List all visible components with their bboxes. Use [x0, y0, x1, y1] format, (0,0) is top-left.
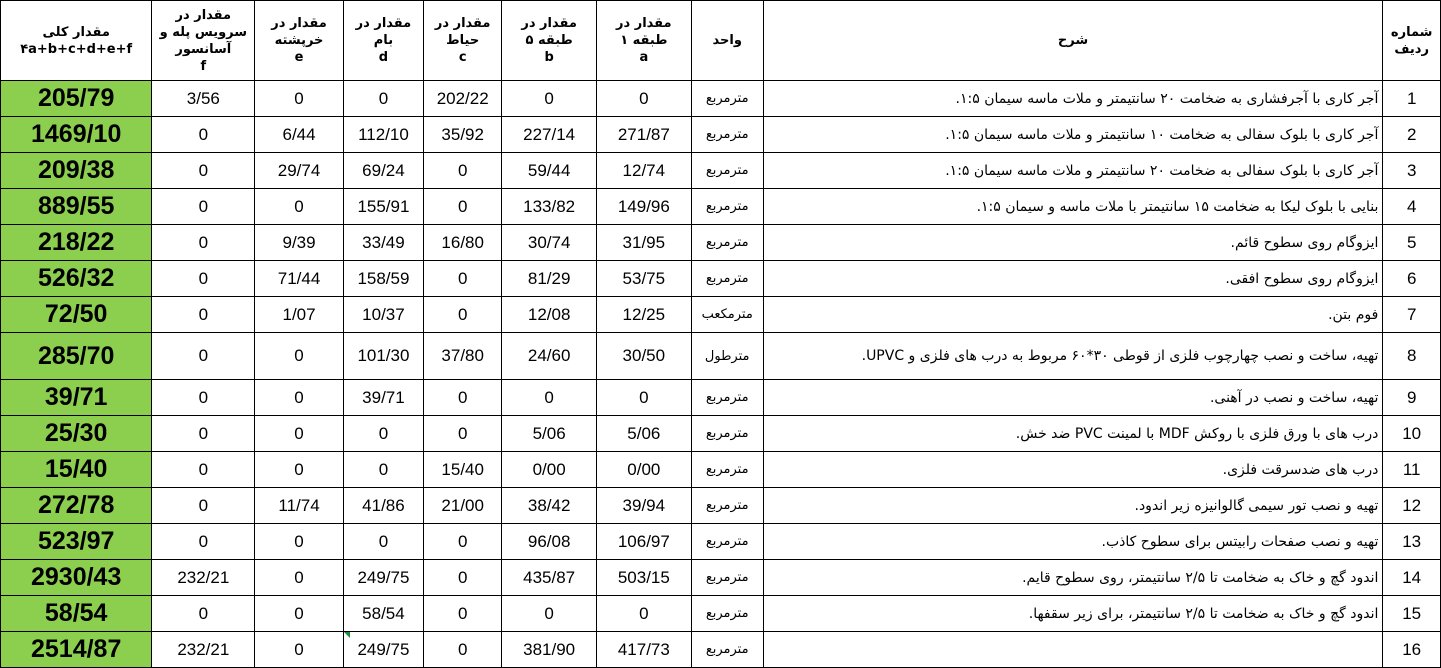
- row-index-cell[interactable]: 15: [1383, 596, 1441, 632]
- row-yard-cell[interactable]: 0: [424, 524, 502, 560]
- row-description-cell[interactable]: اندود گچ و خاک به ضخامت تا ۲/۵ سانتیمتر، برای زیر سقفها.: [763, 596, 1383, 632]
- row-unit-cell[interactable]: مترمربع: [691, 153, 763, 189]
- table-row: [1, 524, 1441, 560]
- row-description-cell[interactable]: اندود گچ و خاک به ضخامت تا ۲/۵ سانتیمتر، روی سطوح قایم.: [763, 560, 1383, 596]
- row-total-cell[interactable]: 72/50: [1, 297, 152, 333]
- row-unit-cell[interactable]: مترمکعب: [691, 297, 763, 333]
- header-index[interactable]: شماره ردیف: [1383, 1, 1441, 81]
- row-roof-cell[interactable]: 41/86: [343, 488, 423, 524]
- row-service-cell[interactable]: 0: [152, 117, 255, 153]
- row-kharpoushte-cell[interactable]: 0: [255, 380, 344, 416]
- row-description-cell[interactable]: ایزوگام روی سطوح قائم.: [763, 225, 1383, 261]
- row-yard-cell[interactable]: 37/80: [424, 333, 502, 380]
- table-row: [1, 488, 1441, 524]
- table-row: [1, 560, 1441, 596]
- row-floor1-cell[interactable]: 417/73: [596, 632, 691, 668]
- row-floor5-cell[interactable]: 381/90: [502, 632, 597, 668]
- header-row: [1, 1, 1441, 81]
- row-unit-cell[interactable]: مترمربع: [691, 560, 763, 596]
- row-total-cell[interactable]: 272/78: [1, 488, 152, 524]
- row-floor5-cell[interactable]: 38/42: [502, 488, 597, 524]
- row-unit-cell[interactable]: مترمربع: [691, 189, 763, 225]
- row-floor5-cell[interactable]: 0: [502, 380, 597, 416]
- row-yard-cell[interactable]: 0: [424, 560, 502, 596]
- row-kharpoushte-cell[interactable]: 0: [255, 81, 344, 117]
- row-description-cell[interactable]: درب های ضدسرقت فلزی.: [763, 452, 1383, 488]
- table-row: [1, 117, 1441, 153]
- row-total-cell[interactable]: 39/71: [1, 380, 152, 416]
- row-floor1-cell[interactable]: 53/75: [596, 261, 691, 297]
- row-roof-cell[interactable]: 58/54: [343, 596, 423, 632]
- row-index-cell[interactable]: 3: [1383, 153, 1441, 189]
- row-total-cell[interactable]: 2930/43: [1, 560, 152, 596]
- row-description-cell[interactable]: آجر کاری با آجرفشاری به ضخامت ۲۰ سانتیمتر و ملات ماسه سیمان ۱:۵.: [763, 81, 1383, 117]
- row-service-cell[interactable]: 0: [152, 153, 255, 189]
- row-floor5-cell[interactable]: 0: [502, 596, 597, 632]
- row-index-cell[interactable]: 2: [1383, 117, 1441, 153]
- row-yard-cell[interactable]: 16/80: [424, 225, 502, 261]
- row-floor1-cell[interactable]: 0: [596, 81, 691, 117]
- row-unit-cell[interactable]: مترمربع: [691, 416, 763, 452]
- row-roof-cell[interactable]: 0: [343, 416, 423, 452]
- row-unit-cell[interactable]: مترمربع: [691, 117, 763, 153]
- row-roof-cell[interactable]: 33/49: [343, 225, 423, 261]
- header-roof[interactable]: مقدار در بام d: [343, 1, 423, 81]
- row-floor1-cell[interactable]: 503/15: [596, 560, 691, 596]
- row-yard-cell[interactable]: 0: [424, 261, 502, 297]
- row-kharpoushte-cell[interactable]: 0: [255, 596, 344, 632]
- row-floor5-cell[interactable]: 0/00: [502, 452, 597, 488]
- row-yard-cell[interactable]: 35/92: [424, 117, 502, 153]
- row-floor1-cell[interactable]: 12/74: [596, 153, 691, 189]
- row-total-cell[interactable]: 889/55: [1, 189, 152, 225]
- row-floor5-cell[interactable]: 30/74: [502, 225, 597, 261]
- row-floor5-cell[interactable]: 81/29: [502, 261, 597, 297]
- table-row: [1, 261, 1441, 297]
- row-description-cell[interactable]: آجر کاری با بلوک سفالی به ضخامت ۲۰ سانتیمتر و ملات ماسه سیمان ۱:۵.: [763, 153, 1383, 189]
- row-roof-cell[interactable]: 0: [343, 524, 423, 560]
- row-total-cell[interactable]: 523/97: [1, 524, 152, 560]
- row-roof-cell[interactable]: 39/71: [343, 380, 423, 416]
- row-total-cell[interactable]: 209/38: [1, 153, 152, 189]
- row-floor5-cell[interactable]: 5/06: [502, 416, 597, 452]
- row-total-cell[interactable]: 25/30: [1, 416, 152, 452]
- table-body: [1, 81, 1441, 668]
- row-index-cell[interactable]: 9: [1383, 380, 1441, 416]
- row-kharpoushte-cell[interactable]: 0: [255, 632, 344, 668]
- row-floor1-cell[interactable]: 106/97: [596, 524, 691, 560]
- table-row: [1, 189, 1441, 225]
- row-service-cell[interactable]: 0: [152, 596, 255, 632]
- table-row: [1, 416, 1441, 452]
- table-row: [1, 297, 1441, 333]
- row-yard-cell[interactable]: 0: [424, 297, 502, 333]
- row-total-cell[interactable]: 526/32: [1, 261, 152, 297]
- row-yard-cell[interactable]: 0: [424, 380, 502, 416]
- row-unit-cell[interactable]: مترمربع: [691, 452, 763, 488]
- row-total-cell[interactable]: 58/54: [1, 596, 152, 632]
- row-unit-cell[interactable]: مترمربع: [691, 524, 763, 560]
- row-index-cell[interactable]: 16: [1383, 632, 1441, 668]
- row-floor5-cell[interactable]: 0: [502, 81, 597, 117]
- row-roof-cell[interactable]: 158/59: [343, 261, 423, 297]
- row-index-cell[interactable]: 12: [1383, 488, 1441, 524]
- row-service-cell[interactable]: 3/56: [152, 81, 255, 117]
- row-unit-cell[interactable]: مترمربع: [691, 632, 763, 668]
- row-floor5-cell[interactable]: 435/87: [502, 560, 597, 596]
- row-description-cell[interactable]: آجر کاری با بلوک سفالی به ضخامت ۱۰ سانتیمتر و ملات ماسه سیمان ۱:۵.: [763, 117, 1383, 153]
- header-yard[interactable]: مقدار در حیاط c: [424, 1, 502, 81]
- table-row: [1, 380, 1441, 416]
- row-floor1-cell[interactable]: 271/87: [596, 117, 691, 153]
- row-roof-cell[interactable]: 249/75: [343, 560, 423, 596]
- row-yard-cell[interactable]: 0: [424, 632, 502, 668]
- row-kharpoushte-cell[interactable]: 11/74: [255, 488, 344, 524]
- header-total[interactable]: مقدار کلی ۴a+b+c+d+e+f: [1, 1, 152, 81]
- row-unit-cell[interactable]: مترمربع: [691, 380, 763, 416]
- row-floor1-cell[interactable]: 0/00: [596, 452, 691, 488]
- comment-indicator-icon: [344, 632, 350, 638]
- row-roof-cell[interactable]: 249/75: [343, 632, 423, 668]
- row-kharpoushte-cell[interactable]: 71/44: [255, 261, 344, 297]
- row-floor1-cell[interactable]: 0: [596, 380, 691, 416]
- row-service-cell[interactable]: 0: [152, 297, 255, 333]
- row-unit-cell[interactable]: مترطول: [691, 333, 763, 380]
- row-index-cell[interactable]: 6: [1383, 261, 1441, 297]
- row-yard-cell[interactable]: 21/00: [424, 488, 502, 524]
- row-description-cell[interactable]: تهیه و نصب تور سیمی گالوانیزه زیر اندود.: [763, 488, 1383, 524]
- row-description-cell[interactable]: تهیه، ساخت و نصب چهارچوب فلزی از قوطی ۳۰*۶۰ مربوط به درب های فلزی و UPVC.: [763, 333, 1383, 380]
- row-kharpoushte-cell[interactable]: 0: [255, 560, 344, 596]
- row-roof-cell[interactable]: 10/37: [343, 297, 423, 333]
- row-floor5-cell[interactable]: 96/08: [502, 524, 597, 560]
- row-service-cell[interactable]: 0: [152, 380, 255, 416]
- row-roof-cell[interactable]: 101/30: [343, 333, 423, 380]
- row-description-cell[interactable]: [763, 632, 1383, 668]
- row-service-cell[interactable]: 0: [152, 416, 255, 452]
- row-service-cell[interactable]: 0: [152, 524, 255, 560]
- row-index-cell[interactable]: 11: [1383, 452, 1441, 488]
- row-floor1-cell[interactable]: 0: [596, 596, 691, 632]
- row-unit-cell[interactable]: مترمربع: [691, 261, 763, 297]
- row-service-cell[interactable]: 0: [152, 452, 255, 488]
- row-total-cell[interactable]: 218/22: [1, 225, 152, 261]
- row-kharpoushte-cell[interactable]: 0: [255, 189, 344, 225]
- header-kharpoushte[interactable]: مقدار در خرپشته e: [255, 1, 344, 81]
- row-kharpoushte-cell[interactable]: 0: [255, 416, 344, 452]
- row-service-cell[interactable]: 0: [152, 333, 255, 380]
- table-row: [1, 632, 1441, 668]
- table-row: [1, 225, 1441, 261]
- table-row: [1, 153, 1441, 189]
- row-floor5-cell[interactable]: 12/08: [502, 297, 597, 333]
- row-yard-cell[interactable]: 0: [424, 596, 502, 632]
- row-floor5-cell[interactable]: 24/60: [502, 333, 597, 380]
- header-floor5[interactable]: مقدار در طبقه ۵ b: [502, 1, 597, 81]
- row-index-cell[interactable]: 5: [1383, 225, 1441, 261]
- row-floor1-cell[interactable]: 5/06: [596, 416, 691, 452]
- row-index-cell[interactable]: 8: [1383, 333, 1441, 380]
- table-row: [1, 596, 1441, 632]
- row-yard-cell[interactable]: 202/22: [424, 81, 502, 117]
- row-yard-cell[interactable]: 0: [424, 153, 502, 189]
- row-index-cell[interactable]: 10: [1383, 416, 1441, 452]
- row-description-cell[interactable]: تهیه و نصب صفحات رابیتس برای سطوح کاذب.: [763, 524, 1383, 560]
- row-unit-cell[interactable]: مترمربع: [691, 225, 763, 261]
- row-kharpoushte-cell[interactable]: 9/39: [255, 225, 344, 261]
- row-service-cell[interactable]: 0: [152, 189, 255, 225]
- row-roof-cell[interactable]: 112/10: [343, 117, 423, 153]
- row-index-cell[interactable]: 1: [1383, 81, 1441, 117]
- row-unit-cell[interactable]: مترمربع: [691, 81, 763, 117]
- row-floor1-cell[interactable]: 39/94: [596, 488, 691, 524]
- row-kharpoushte-cell[interactable]: 6/44: [255, 117, 344, 153]
- row-floor1-cell[interactable]: 31/95: [596, 225, 691, 261]
- row-floor5-cell[interactable]: 59/44: [502, 153, 597, 189]
- row-index-cell[interactable]: 7: [1383, 297, 1441, 333]
- row-total-cell[interactable]: 15/40: [1, 452, 152, 488]
- row-index-cell[interactable]: 13: [1383, 524, 1441, 560]
- row-service-cell[interactable]: 232/21: [152, 560, 255, 596]
- row-description-cell[interactable]: ایزوگام روی سطوح افقی.: [763, 261, 1383, 297]
- row-kharpoushte-cell[interactable]: 29/74: [255, 153, 344, 189]
- row-total-cell[interactable]: 1469/10: [1, 117, 152, 153]
- row-description-cell[interactable]: تهیه، ساخت و نصب در آهنی.: [763, 380, 1383, 416]
- row-yard-cell[interactable]: 0: [424, 189, 502, 225]
- row-floor1-cell[interactable]: 12/25: [596, 297, 691, 333]
- row-kharpoushte-cell[interactable]: 1/07: [255, 297, 344, 333]
- row-service-cell[interactable]: 0: [152, 225, 255, 261]
- header-description[interactable]: شرح: [763, 1, 1383, 81]
- row-service-cell[interactable]: 0: [152, 261, 255, 297]
- row-description-cell[interactable]: فوم بتن.: [763, 297, 1383, 333]
- row-roof-cell[interactable]: 69/24: [343, 153, 423, 189]
- row-index-cell[interactable]: 4: [1383, 189, 1441, 225]
- header-service[interactable]: مقدار در سرویس پله و آسانسور f: [152, 1, 255, 81]
- row-floor5-cell[interactable]: 133/82: [502, 189, 597, 225]
- row-roof-cell[interactable]: 0: [343, 452, 423, 488]
- row-total-cell[interactable]: 205/79: [1, 81, 152, 117]
- row-roof-cell[interactable]: 0: [343, 81, 423, 117]
- row-yard-cell[interactable]: 0: [424, 416, 502, 452]
- row-floor1-cell[interactable]: 30/50: [596, 333, 691, 380]
- row-total-cell[interactable]: 285/70: [1, 333, 152, 380]
- row-service-cell[interactable]: 0: [152, 488, 255, 524]
- header-unit[interactable]: واحد: [691, 1, 763, 81]
- row-index-cell[interactable]: 14: [1383, 560, 1441, 596]
- row-floor1-cell[interactable]: 149/96: [596, 189, 691, 225]
- row-total-cell[interactable]: 2514/87: [1, 632, 152, 668]
- table-row: [1, 81, 1441, 117]
- row-kharpoushte-cell[interactable]: 0: [255, 524, 344, 560]
- row-description-cell[interactable]: درب های با ورق فلزی با روکش MDF با لمینت PVC ضد خش.: [763, 416, 1383, 452]
- row-floor5-cell[interactable]: 227/14: [502, 117, 597, 153]
- row-yard-cell[interactable]: 15/40: [424, 452, 502, 488]
- table-row: [1, 452, 1441, 488]
- row-kharpoushte-cell[interactable]: 0: [255, 452, 344, 488]
- row-unit-cell[interactable]: مترمربع: [691, 596, 763, 632]
- row-service-cell[interactable]: 232/21: [152, 632, 255, 668]
- row-roof-cell[interactable]: 155/91: [343, 189, 423, 225]
- row-description-cell[interactable]: بنایی با بلوک لیکا به ضخامت ۱۵ سانتیمتر با ملات ماسه و سیمان ۱:۵.: [763, 189, 1383, 225]
- row-unit-cell[interactable]: مترمربع: [691, 488, 763, 524]
- row-kharpoushte-cell[interactable]: 0: [255, 333, 344, 380]
- table-row: [1, 333, 1441, 380]
- header-floor1[interactable]: مقدار در طبقه ۱ a: [596, 1, 691, 81]
